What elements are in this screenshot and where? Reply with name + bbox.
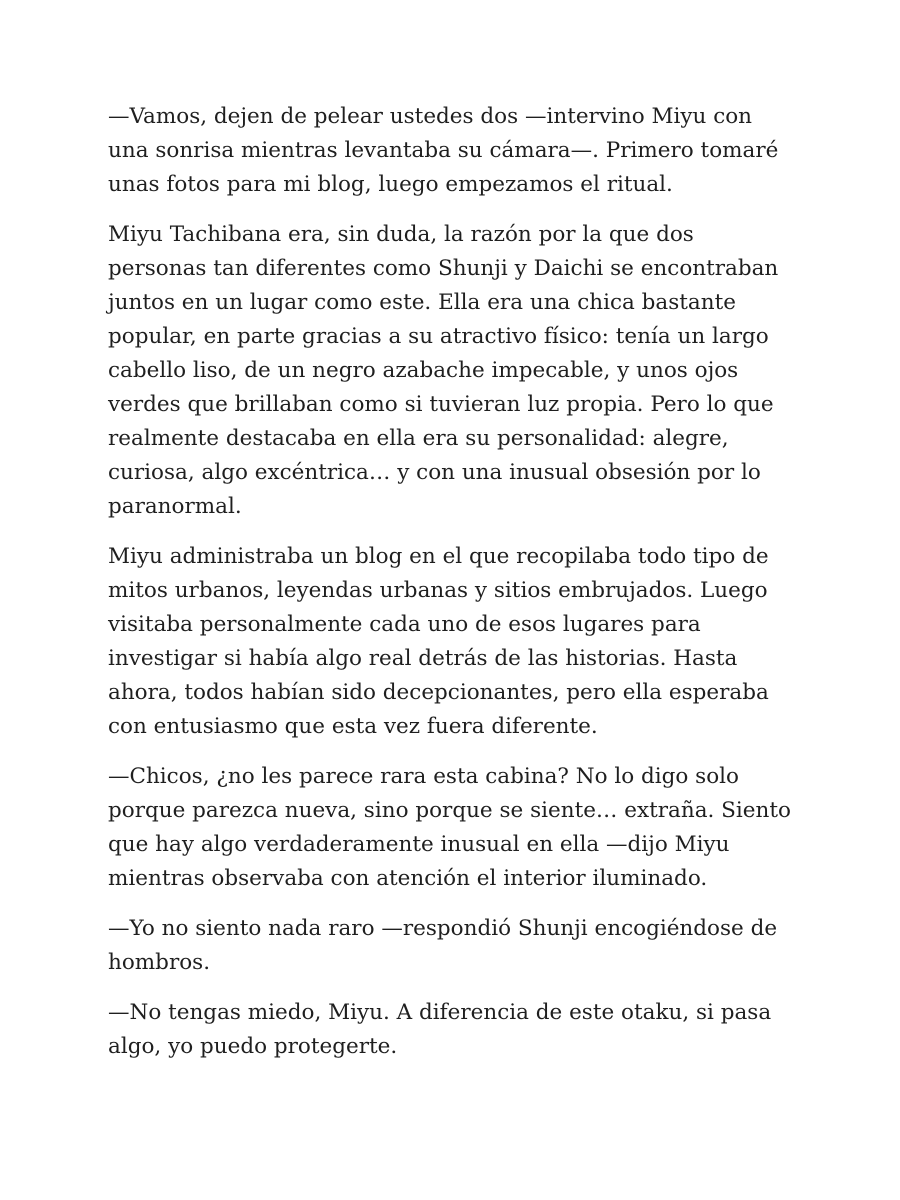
paragraph-1: —Vamos, dejen de pelear ustedes dos —intervino Miyu con una sonrisa mientras levantaba su cámara—. Primero tomaré unas fotos para mi blog, luego empezamos el ritual. <box>108 104 779 197</box>
paragraph-6: —No tengas miedo, Miyu. A diferencia de este otaku, si pasa algo, yo puedo protegerte. <box>108 1000 772 1059</box>
paragraph-4: —Chicos, ¿no les parece rara esta cabina? No lo digo solo porque parezca nueva, sino porque se siente… extraña. Siento que hay algo verdaderamente inusual en ella —dijo Miyu mientras observaba con atención el interior iluminado. <box>108 764 791 891</box>
paragraph-2: Miyu Tachibana era, sin duda, la razón por la que dos personas tan diferentes como Shunji y Daichi se encontraban juntos en un lugar como este. Ella era una chica bastante popular, en parte gracias a su atractivo físico: tenía un largo cabello liso, de un negro azabache impecable, y unos ojos verdes que brillaban como si tuvieran luz propia. Pero lo que realmente destacaba en ella era su personalidad: alegre, curiosa, algo excéntrica… y con una inusual obsesión por lo paranormal. <box>108 222 779 519</box>
paragraph-5: —Yo no siento nada raro —respondió Shunji encogiéndose de hombros. <box>108 916 778 975</box>
document-page <box>108 100 798 1080</box>
paragraph-3: Miyu administraba un blog en el que recopilaba todo tipo de mitos urbanos, leyendas urbanas y sitios embrujados. Luego visitaba personalmente cada uno de esos lugares para investigar si había algo real detrás de las historias. Hasta ahora, todos habían sido decepcionantes, pero ella esperaba con entusiasmo que esta vez fuera diferente. <box>108 544 769 739</box>
